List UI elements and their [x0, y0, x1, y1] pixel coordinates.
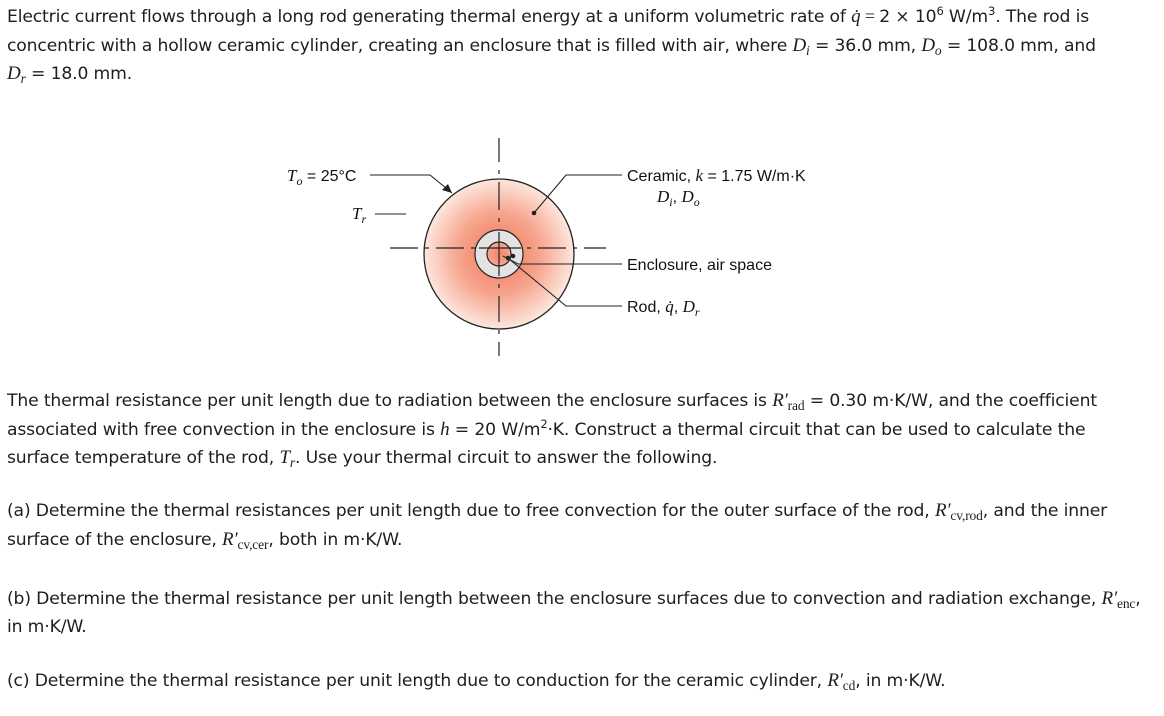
dr-subscript: r: [20, 71, 26, 86]
do-subscript: o: [934, 42, 942, 58]
intro-line-1: [7, 3, 1096, 32]
body-text: associated with free convection in the enclosure is: [7, 419, 441, 440]
h-unit-exponent: 2: [540, 416, 548, 431]
ceramic-diameters-label: $D_i$, $D_o$: [657, 187, 700, 209]
qdot-unit: W/m: [943, 7, 989, 27]
intro-line-2: [7, 32, 1096, 61]
ambient-temperature-label: $T_o = 25^\circ C$: [287, 166, 357, 188]
do-value: = 108.0 mm, and: [941, 35, 1096, 56]
part-a-text: , and the inner: [982, 501, 1108, 521]
body-line-1: [7, 387, 1097, 416]
rrad-subscript: rad: [787, 398, 805, 413]
enclosure-label: Enclosure, air space: [627, 257, 772, 274]
body-text: = 0.30 m·K/W, and the coefficient: [804, 391, 1097, 411]
part-b-line-1: [7, 585, 1141, 614]
part-b-text: (b) Determine the thermal resistance per unit length between the enclosure surfaces due to convection and radiation exchange,: [7, 589, 1102, 609]
intro-text: . The rod is: [995, 7, 1090, 27]
renc-symbol: R′: [1101, 588, 1117, 609]
h-symbol: h: [440, 418, 450, 440]
question-part-c: [7, 667, 945, 696]
part-c-line-1: [7, 667, 945, 696]
renc-subscript: enc: [1116, 596, 1136, 611]
rcvrod-symbol: R′: [934, 500, 951, 521]
part-b-line-2: in m·K/W.: [7, 616, 87, 637]
body-line-3: [7, 444, 1097, 473]
part-a-line-2: [7, 526, 1107, 555]
qdot-symbol: q̇: [851, 6, 861, 27]
di-subscript: i: [806, 42, 810, 58]
qdot-unit-exponent: 3: [988, 4, 996, 18]
problem-intro: [7, 3, 1096, 89]
dr-value: = 18.0 mm.: [25, 64, 133, 84]
part-a-text: (a) Determine the thermal resistances per unit length due to free convection for the outer surface of the rod,: [7, 501, 935, 521]
rcvcer-symbol: R′: [222, 528, 238, 550]
do-symbol: D: [921, 34, 935, 56]
intro-text: concentric with a hollow ceramic cylinder, creating an enclosure that is filled with air, where: [7, 35, 793, 56]
qdot-value: 2 × 10: [879, 7, 937, 27]
part-a-line-1: [7, 497, 1107, 526]
part-a-text: , both in m·K/W.: [268, 529, 403, 550]
rod-label: Rod, q̇, $D_r$: [627, 297, 700, 319]
intro-line-3: [7, 60, 1096, 89]
tr-subscript: r: [289, 455, 295, 470]
ceramic-label: Ceramic, k = 1.75 W/m·K: [627, 166, 806, 185]
rcvcer-subscript: cv,cer: [237, 536, 269, 552]
rcvrod-subscript: cv,rod: [950, 508, 983, 523]
part-c-text: , in m·K/W.: [855, 671, 946, 691]
h-value: = 20 W/m: [449, 419, 541, 440]
dr-symbol: D: [7, 63, 21, 84]
equals-sign: =: [860, 6, 880, 26]
question-part-b: [7, 585, 1141, 641]
body-line-2: [7, 416, 1097, 445]
rcd-subscript: cd: [842, 678, 856, 693]
qdot-exponent: 6: [936, 4, 944, 18]
body-text: . Use your thermal circuit to answer the following.: [294, 448, 718, 468]
di-value: = 36.0 mm,: [809, 35, 922, 56]
rcd-symbol: R′: [827, 670, 843, 691]
question-part-a: [7, 497, 1107, 554]
body-text: ·K. Construct a thermal circuit that can be used to calculate the: [547, 419, 1086, 440]
problem-body: [7, 387, 1097, 473]
part-a-text: surface of the enclosure,: [7, 529, 223, 550]
rod-cylinder-diagram: [0, 125, 1164, 365]
part-c-text: (c) Determine the thermal resistance per unit length due to conduction for the ceramic cylinder,: [7, 671, 828, 691]
body-text: surface temperature of the rod,: [7, 448, 280, 468]
rod-temperature-label: $T_r$: [352, 204, 367, 226]
body-text: The thermal resistance per unit length due to radiation between the enclosure surfaces is: [7, 391, 773, 411]
intro-text: Electric current flows through a long rod generating thermal energy at a uniform volumetric rate of: [7, 7, 852, 27]
di-symbol: D: [792, 34, 807, 56]
rrad-symbol: R′: [772, 390, 788, 411]
tr-symbol: T: [279, 447, 290, 468]
part-b-text: ,: [1135, 589, 1141, 609]
